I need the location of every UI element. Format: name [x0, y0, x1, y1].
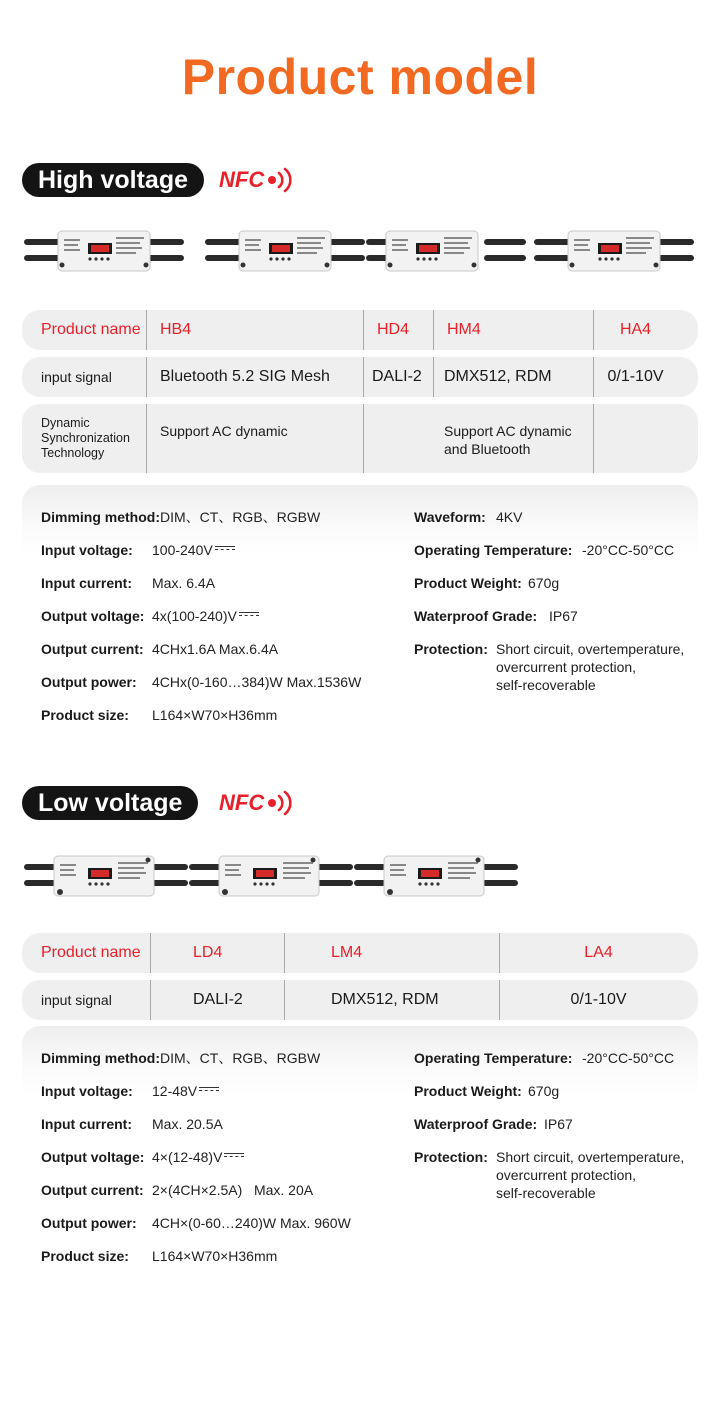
table-row-input-signal-high [22, 357, 698, 397]
section-title-low-voltage: Low voltage [22, 786, 198, 820]
spec-operating-temperature: Operating Temperature: -20°CC-50°CC [414, 1050, 675, 1066]
cell-dyn-hm4: Support AC dynamic and Bluetooth [444, 423, 572, 457]
dc-symbol-icon [215, 546, 235, 552]
spec-dimming-method: Dimming method: DIM、CT、RGB、RGBW [41, 1050, 321, 1066]
device-image [354, 850, 518, 900]
dc-symbol-icon [199, 1087, 219, 1093]
spec-product-size: Product size: L164×W70×H36mm [41, 707, 278, 723]
spec-output-current: Output current: 2×(4CH×2.5A) Max. 20A [41, 1182, 314, 1198]
cell-dyn-hb4: Support AC dynamic [160, 423, 288, 439]
spec-output-current: Output current: 4CHx1.6A Max.6.4A [41, 641, 279, 657]
cell-signal-la4: 0/1-10V [570, 991, 627, 1008]
device-ha4 [534, 225, 694, 280]
spec-input-voltage: Input voltage: 100-240V [41, 541, 133, 559]
spec-output-voltage: Output voltage: 4×(12-48)V [41, 1148, 144, 1166]
cell-lm4: LM4 [331, 944, 363, 961]
cell-la4: LA4 [584, 944, 613, 961]
device-la4 [354, 850, 518, 905]
dc-symbol-icon [239, 612, 259, 618]
spec-waveform: Waveform: 4KV [414, 509, 523, 525]
cell-hm4: HM4 [447, 321, 481, 338]
cell-ld4: LD4 [193, 944, 223, 961]
product-images-high [0, 225, 720, 275]
cell-signal-lm4: DMX512, RDM [331, 991, 439, 1008]
row-label: Dynamic Synchronization Technology [41, 416, 130, 460]
spec-protection: Protection: Short circuit, overtemperature, overcurrent protection, self-recoverable [414, 1149, 685, 1201]
dc-symbol-icon [224, 1153, 244, 1159]
device-image [366, 225, 526, 275]
spec-input-current: Input current: Max. 20.5A [41, 1116, 223, 1132]
nfc-label: NFC [219, 167, 265, 192]
nfc-badge-high [219, 167, 295, 193]
device-hd4 [205, 225, 365, 280]
nfc-label: NFC [219, 790, 265, 815]
cell-hb4: HB4 [160, 321, 192, 338]
device-hb4 [24, 225, 184, 280]
nfc-signal-icon [267, 167, 295, 193]
spec-output-power: Output power: 4CH×(0-60…240)W Max. 960W [41, 1215, 351, 1231]
spec-panel-high [22, 485, 698, 745]
section-title-high-voltage: High voltage [22, 163, 204, 197]
spec-operating-temperature: Operating Temperature: -20°CC-50°CC [414, 542, 675, 558]
row-label: input signal [41, 992, 112, 1008]
cell-signal-hd4: DALI-2 [372, 368, 422, 385]
cell-hd4: HD4 [377, 321, 410, 338]
spec-output-power: Output power: 4CHx(0-160…384)W Max.1536W [41, 674, 362, 690]
table-row-input-signal-low [22, 980, 698, 1020]
device-ld4 [24, 850, 188, 905]
nfc-signal-icon [267, 790, 295, 816]
row-label: Product name [41, 321, 141, 338]
spec-product-size: Product size: L164×W70×H36mm [41, 1248, 278, 1264]
spec-input-current: Input current: Max. 6.4A [41, 575, 216, 591]
device-image [205, 225, 365, 275]
spec-output-voltage: Output voltage: 4x(100-240)V [41, 607, 144, 625]
cell-signal-ld4: DALI-2 [193, 991, 243, 1008]
spec-waterproof-grade: Waterproof Grade: IP67 [414, 608, 578, 624]
cell-signal-hm4: DMX512, RDM [444, 368, 552, 385]
page-title: Product model [181, 49, 539, 105]
spec-panel-low [22, 1026, 698, 1288]
spec-product-weight: Product Weight: 670g [414, 575, 560, 591]
cell-signal-ha4: 0/1-10V [607, 368, 664, 385]
table-row-dynamic-sync-high [22, 404, 698, 473]
device-image [189, 850, 353, 900]
nfc-badge-low [219, 790, 295, 816]
spec-input-voltage: Input voltage: 12-48V [41, 1082, 133, 1100]
spec-waterproof-grade: Waterproof Grade: IP67 [414, 1116, 573, 1132]
row-label: input signal [41, 369, 112, 385]
spec-dimming-method: Dimming method: DIM、CT、RGB、RGBW [41, 509, 321, 525]
spec-protection: Protection: Short circuit, overtemperature, overcurrent protection, self-recoverable [414, 641, 685, 693]
device-lm4 [189, 850, 353, 905]
spec-product-weight: Product Weight: 670g [414, 1083, 560, 1099]
table-row-product-name-low [22, 933, 698, 973]
row-label: Product name [41, 944, 141, 961]
device-image [24, 225, 184, 275]
device-image [534, 225, 694, 275]
cell-ha4: HA4 [619, 321, 652, 338]
cell-signal-hb4: Bluetooth 5.2 SIG Mesh [160, 368, 330, 385]
product-images-low [0, 850, 720, 900]
table-row-product-name-high [22, 310, 698, 350]
device-hm4 [366, 225, 526, 280]
device-image [24, 850, 188, 900]
